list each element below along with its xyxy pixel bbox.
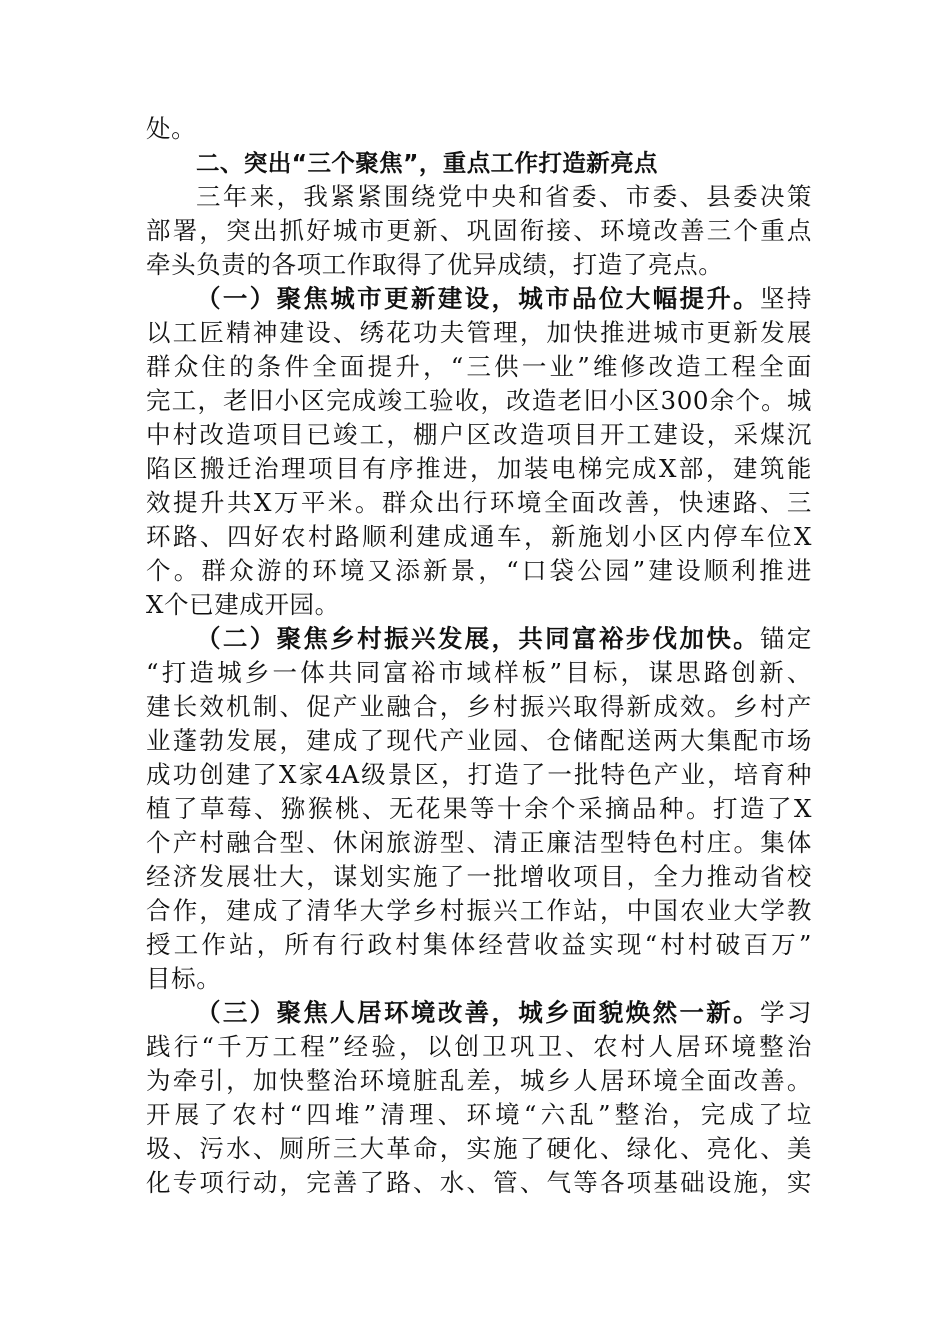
paragraph-line: 效提升共X万平米。群众出行环境全面改善，快速路、三	[146, 488, 812, 517]
paragraph-line: 化专项行动，完善了路、水、管、气等各项基础设施，实	[146, 1168, 812, 1197]
paragraph-line: 业蓬勃发展，建成了现代产业园、仓储配送两大集配市场	[146, 726, 812, 755]
paragraph-line: 开展了农村“四堆”清理、环境“六乱”整治，完成了垃	[146, 1100, 812, 1129]
paragraph-line: 植了草莓、猕猴桃、无花果等十余个采摘品种。打造了X	[146, 794, 812, 823]
subsection-title: （二）聚焦乡村振兴发展，共同富裕步伐加快。	[196, 624, 761, 653]
subsection-line	[146, 996, 812, 1030]
subsection-title: （三）聚焦人居环境改善，城乡面貌焕然一新。	[196, 998, 761, 1027]
paragraph-line: 合作，建成了清华大学乡村振兴工作站，中国农业大学教	[146, 896, 812, 925]
paragraph-line: 部署，突出抓好城市更新、巩固衔接、环境改善三个重点	[146, 216, 812, 245]
section-heading-text: 二、突出“三个聚焦”，重点工作打造新亮点	[196, 149, 658, 177]
paragraph-line: 个产村融合型、休闲旅游型、清正廉洁型特色村庄。集体	[146, 828, 812, 857]
document-body	[146, 112, 812, 1200]
paragraph-line: 建长效机制、促产业融合，乡村振兴取得新成效。乡村产	[146, 692, 812, 721]
paragraph-line: X个已建成开园。	[146, 590, 340, 619]
paragraph-line: 目标。	[146, 964, 222, 993]
subsection-line	[146, 282, 812, 316]
paragraph-line: 践行“千万工程”经验，以创卫巩卫、农村人居环境整治	[146, 1032, 812, 1061]
paragraph-text: 学习	[760, 998, 812, 1027]
paragraph-line: 圾、污水、厕所三大革命，实施了硬化、绿化、亮化、美	[146, 1134, 812, 1163]
paragraph-line: 以工匠精神建设、绣花功夫管理，加快推进城市更新发展	[146, 318, 812, 347]
paragraph-text: 锚定	[760, 624, 812, 653]
paragraph-line: 授工作站，所有行政村集体经营收益实现“村村破百万”	[146, 930, 812, 959]
paragraph-text: 坚持	[760, 284, 812, 313]
section-heading	[146, 146, 812, 180]
paragraph-line: 完工，老旧小区完成竣工验收，改造老旧小区300余个。城	[146, 386, 812, 415]
paragraph-line: 环路、四好农村路顺利建成通车，新施划小区内停车位X	[146, 522, 812, 551]
paragraph-line: 为牵引，加快整治环境脏乱差，城乡人居环境全面改善。	[146, 1066, 812, 1095]
paragraph-line: 经济发展壮大，谋划实施了一批增收项目，全力推动省校	[146, 862, 812, 891]
paragraph-line: 牵头负责的各项工作取得了优异成绩，打造了亮点。	[146, 250, 724, 279]
paragraph-line: 成功创建了X家4A级景区，打造了一批特色产业，培育种	[146, 760, 812, 789]
paragraph-line: 处。	[146, 114, 197, 143]
paragraph-line: 个。群众游的环境又添新景，“口袋公园”建设顺利推进	[146, 556, 812, 585]
subsection-title: （一）聚焦城市更新建设，城市品位大幅提升。	[196, 284, 761, 313]
subsection-line	[146, 622, 812, 656]
paragraph-line: 群众住的条件全面提升，“三供一业”维修改造工程全面	[146, 352, 812, 381]
paragraph-line: 陷区搬迁治理项目有序推进，加装电梯完成X部，建筑能	[146, 454, 812, 483]
paragraph-line: 三年来，我紧紧围绕党中央和省委、市委、县委决策	[196, 182, 812, 211]
paragraph-line: 中村改造项目已竣工，棚户区改造项目开工建设，采煤沉	[146, 420, 812, 449]
paragraph-line: “打造城乡一体共同富裕市域样板”目标，谋思路创新、	[146, 658, 812, 687]
